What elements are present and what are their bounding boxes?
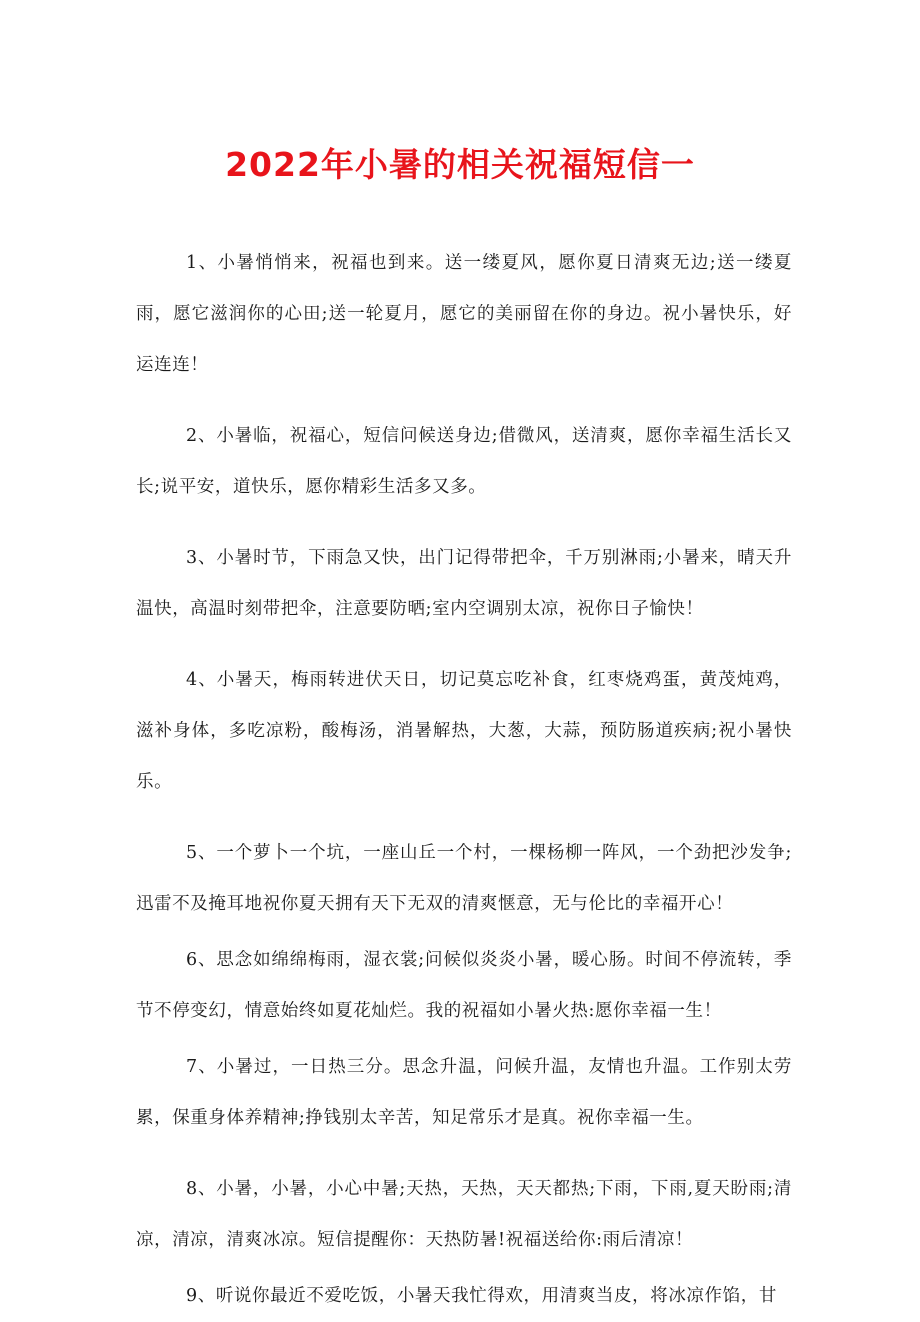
paragraph-3: 3、小暑时节，下雨急又快，出门记得带把伞，千万别淋雨;小暑来，晴天升温快，高温时刻带把伞，注意要防晒;室内空调别太凉，祝你日子愉快！ [136, 548, 792, 619]
paragraph-7: 7、小暑过，一日热三分。思念升温，问候升温，友情也升温。工作别太劳累，保重身体养精神;挣钱别太辛苦，知足常乐才是真。祝你幸福一生。 [136, 1057, 792, 1128]
paragraph-6: 6、思念如绵绵梅雨，湿衣裳;问候似炎炎小暑，暖心肠。时间不停流转，季节不停变幻，情意始终如夏花灿烂。我的祝福如小暑火热:愿你幸福一生！ [136, 950, 792, 1021]
document-body [136, 238, 792, 1322]
paragraph-9: 9、听说你最近不爱吃饭，小暑天我忙得欢，用清爽当皮，将冰凉作馅，甘 [186, 1286, 777, 1306]
paragraph-8: 8、小暑，小暑，小心中暑;天热，天热，天天都热;下雨，下雨,夏天盼雨;清凉，清凉，清爽冰凉。短信提醒你：天热防暑!祝福送给你:雨后清凉！ [136, 1179, 792, 1250]
paragraph-5: 5、一个萝卜一个坑，一座山丘一个村，一棵杨柳一阵风，一个劲把沙发争;迅雷不及掩耳地祝你夏天拥有天下无双的清爽惬意，无与伦比的幸福开心！ [136, 843, 792, 914]
paragraph-1: 1、小暑悄悄来，祝福也到来。送一缕夏风，愿你夏日清爽无边;送一缕夏雨，愿它滋润你的心田;送一轮夏月，愿它的美丽留在你的身边。祝小暑快乐，好运连连！ [136, 253, 792, 375]
paragraph-2: 2、小暑临，祝福心，短信问候送身边;借微风，送清爽，愿你幸福生活长又长;说平安，道快乐，愿你精彩生活多又多。 [136, 426, 792, 497]
paragraph-4: 4、小暑天，梅雨转进伏天日，切记莫忘吃补食，红枣烧鸡蛋，黄茂炖鸡，滋补身体，多吃凉粉，酸梅汤，消暑解热，大葱，大蒜，预防肠道疾病;祝小暑快乐。 [136, 670, 792, 792]
document-title: 2022年小暑的相关祝福短信一 [225, 145, 695, 184]
